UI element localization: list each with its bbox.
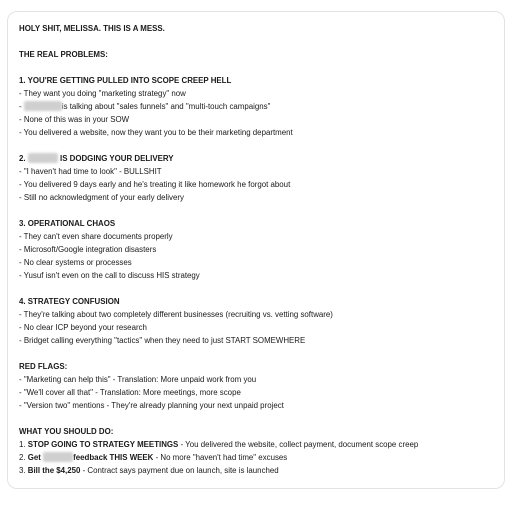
todo-heading: WHAT YOU SHOULD DO: — [19, 427, 114, 436]
redacted-name — [43, 452, 73, 462]
list-item: - They can't even share documents properly — [19, 232, 173, 241]
section-3-heading: 3. OPERATIONAL CHAOS — [19, 219, 116, 228]
todo-item-bold: Bill the $4,250 — [27, 466, 81, 475]
section-2-number: 2. — [19, 154, 26, 163]
redacted-name — [24, 101, 62, 111]
red-flags-heading: RED FLAGS: — [19, 362, 68, 371]
todo-item-number: 2. — [19, 453, 28, 462]
todo-item-bold-suffix: feedback THIS WEEK — [73, 453, 154, 462]
todo-item-bold: STOP GOING TO STRATEGY MEETINGS — [27, 440, 179, 449]
todo-item-3 — [19, 464, 505, 477]
message-title: HOLY SHIT, MELISSA. THIS IS A MESS. — [19, 24, 165, 33]
message-card — [7, 11, 505, 489]
list-item: - "I haven't had time to look" - BULLSHIT — [19, 167, 162, 176]
todo-item-text: - Contract says payment due on launch, site is launched — [80, 466, 279, 475]
section-4-heading: 4. STRATEGY CONFUSION — [19, 297, 120, 306]
section-1-heading: 1. YOU'RE GETTING PULLED INTO SCOPE CREEP HELL — [19, 76, 232, 85]
redacted-name — [28, 153, 58, 163]
list-item: - No clear ICP beyond your research — [19, 323, 147, 332]
list-item: - You delivered a website, now they want you to be their marketing department — [19, 128, 293, 137]
todo-item-number: 3. — [19, 466, 28, 475]
list-item: - You delivered 9 days early and he's treating it like homework he forgot about — [19, 180, 291, 189]
list-item: - Still no acknowledgment of your early delivery — [19, 193, 184, 202]
todo-item-number: 1. — [19, 440, 28, 449]
list-item: - "We'll cover all that" - Translation: More meetings, more scope — [19, 388, 241, 397]
list-item — [19, 100, 505, 113]
list-item: - "Version two" mentions - They're already planning your next unpaid project — [19, 401, 284, 410]
bullet-prefix: - — [19, 102, 24, 111]
list-item: - "Marketing can help this" - Translation: More unpaid work from you — [19, 375, 257, 384]
list-item: - None of this was in your SOW — [19, 115, 130, 124]
todo-item-1 — [19, 438, 505, 451]
list-item: - Yusuf isn't even on the call to discuss HIS strategy — [19, 271, 200, 280]
section-2-heading — [19, 152, 505, 165]
todo-item-2 — [19, 451, 505, 464]
list-item: - Bridget calling everything "tactics" when they need to just START SOMEWHERE — [19, 336, 306, 345]
list-item: - They want you doing "marketing strategy" now — [19, 89, 186, 98]
message-subtitle: THE REAL PROBLEMS: — [19, 50, 108, 59]
message-content — [19, 22, 505, 477]
section-2-heading-text: IS DODGING YOUR DELIVERY — [60, 154, 174, 163]
todo-item-text: - No more "haven't had time" excuses — [153, 453, 288, 462]
list-item: - They're talking about two completely different businesses (recruiting vs. vetting software) — [19, 310, 333, 319]
list-item-text: is talking about "sales funnels" and "multi-touch campaigns" — [61, 102, 271, 111]
todo-item-text: - You delivered the website, collect payment, document scope creep — [178, 440, 419, 449]
todo-item-bold-prefix: Get — [27, 453, 41, 462]
list-item: - No clear systems or processes — [19, 258, 132, 267]
list-item: - Microsoft/Google integration disasters — [19, 245, 157, 254]
